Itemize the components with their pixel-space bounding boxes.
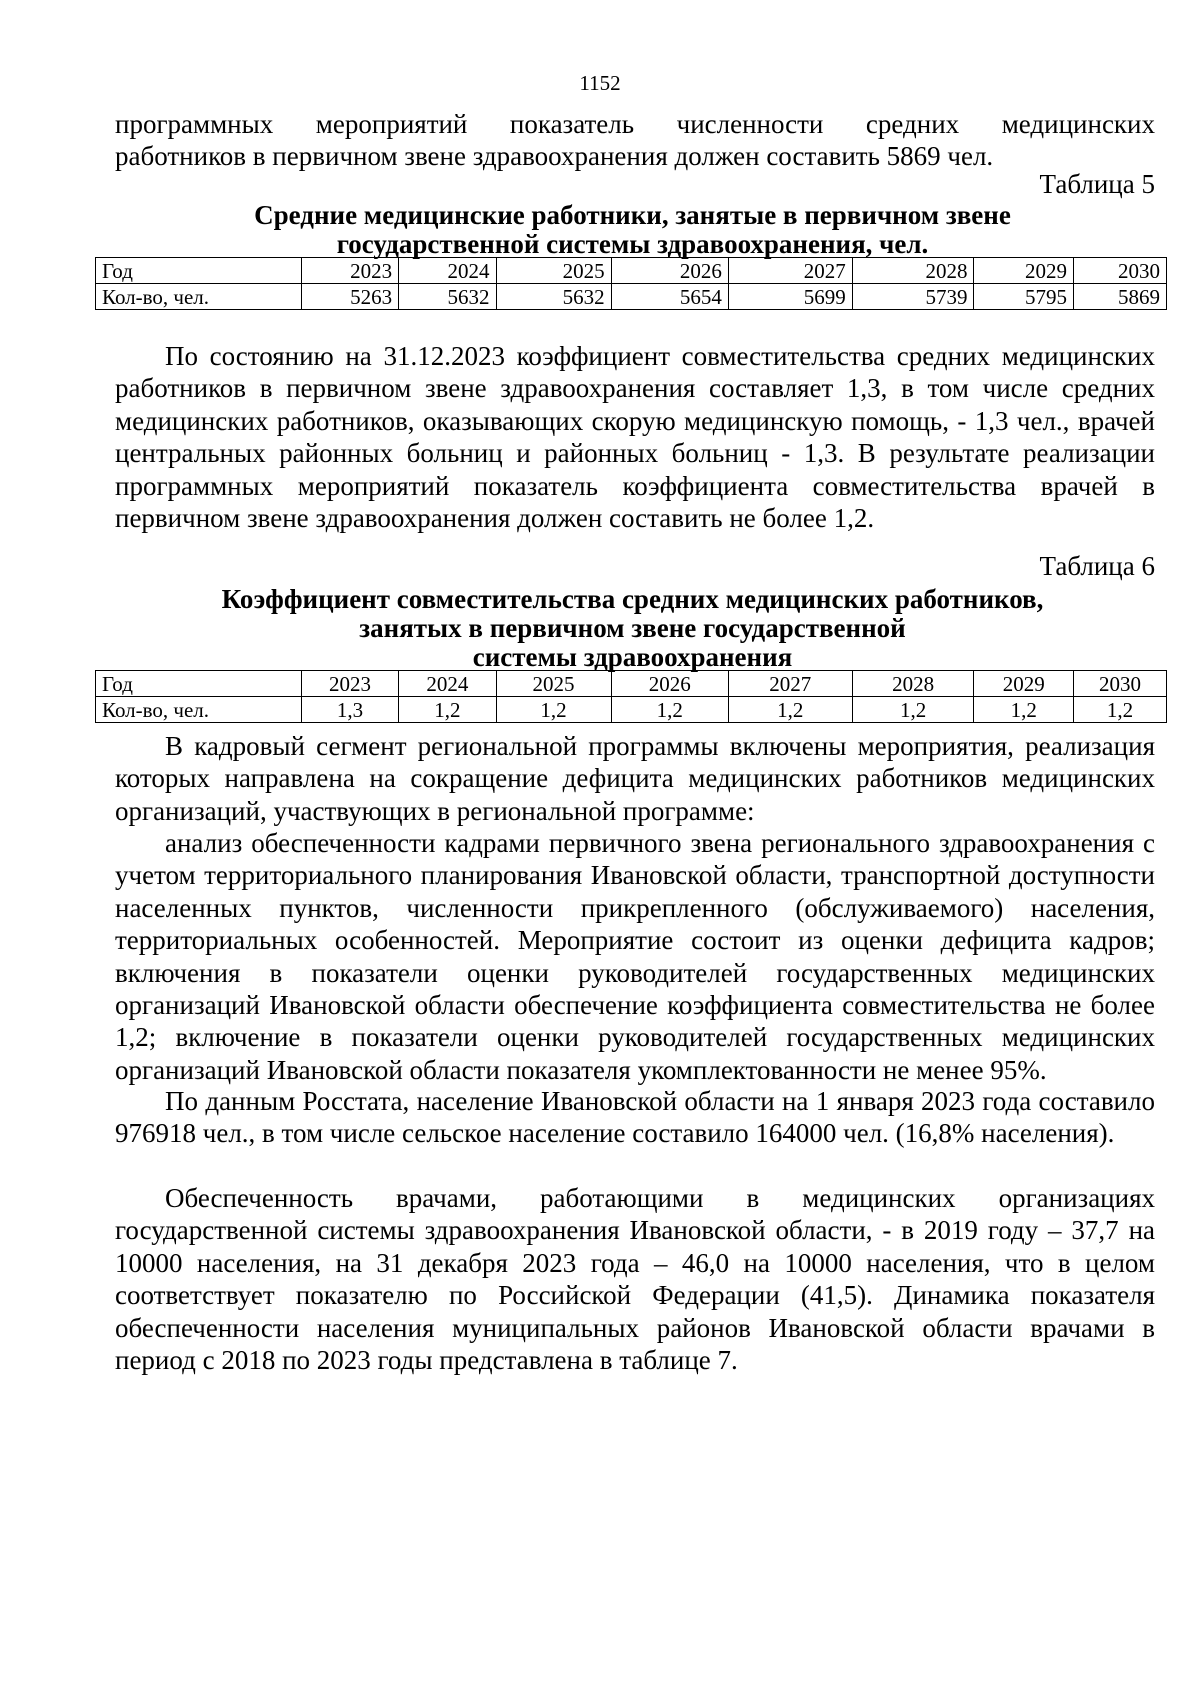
table5-value: 5263 xyxy=(301,284,398,310)
table5-caption: Таблица 5 xyxy=(1039,169,1155,199)
table5-header-row xyxy=(96,258,1167,284)
page-number: 1152 xyxy=(579,71,621,95)
table6-title-line-2: занятых в первичном звене государственной xyxy=(359,613,906,643)
table5-year: 2025 xyxy=(496,258,611,284)
table5-year: 2027 xyxy=(728,258,852,284)
table6-year: 2027 xyxy=(728,671,852,697)
table6-value: 1,2 xyxy=(1074,697,1167,723)
table6-title-line-3: системы здравоохранения xyxy=(472,642,793,672)
table6-value: 1,2 xyxy=(399,697,496,723)
table6-header-row xyxy=(96,671,1167,697)
table5-value: 5632 xyxy=(399,284,496,310)
table6-caption: Таблица 6 xyxy=(1039,551,1155,581)
table5-value: 5654 xyxy=(611,284,728,310)
table5-year: 2028 xyxy=(852,258,974,284)
paragraph-analysis: анализ обеспеченности кадрами первичного звена регионального здравоохранения с учетом территориального планирования Ивановской области, транспортной доступности населенных пунктов, численности прикрепленного (обслуживаемого) населения, территориальных особенностей. Мероприятие состоит из оценки дефицита кадров; включения в показатели оценки руководителей государственных медицинских организаций Ивановской области обеспечение коэффициента совместительства не более 1,2; включение в показатели оценки руководителей государственных медицинских организаций Ивановской области показателя укомплектованности не менее 95%. xyxy=(115,828,1155,1085)
table5-value: 5795 xyxy=(974,284,1074,310)
table6-header-label: Год xyxy=(96,671,302,697)
table6-value: 1,2 xyxy=(728,697,852,723)
table5-year: 2023 xyxy=(301,258,398,284)
table5 xyxy=(95,257,1167,310)
table6-value: 1,2 xyxy=(974,697,1074,723)
table5-value: 5699 xyxy=(728,284,852,310)
table5-value: 5739 xyxy=(852,284,974,310)
paragraph-rosstat: По данным Росстата, население Ивановской области на 1 января 2023 года составило 976918 чел., в том числе сельское население составило 164000 чел. (16,8% населения). xyxy=(115,1086,1155,1149)
paragraph-segment: В кадровый сегмент региональной программы включены мероприятия, реализация которых направлена на сокращение дефицита медицинских работников медицинских организаций, участвующих в региональной программе: xyxy=(115,731,1155,826)
table5-year: 2030 xyxy=(1074,258,1167,284)
table5-year: 2026 xyxy=(611,258,728,284)
table6-value-row xyxy=(96,697,1167,723)
table6-year: 2024 xyxy=(399,671,496,697)
table6-year: 2026 xyxy=(611,671,728,697)
paragraph-provision: Обеспеченность врачами, работающими в медицинских организациях государственной системы здравоохранения Ивановской области, - в 2019 году – 37,7 на 10000 населения, на 31 декабря 2023 года – 46,0 на 10000 населения, что в целом соответствует показателю по Российской Федерации (41,5). Динамика показателя обеспеченности населения муниципальных районов Ивановской области врачами в период с 2018 по 2023 годы представлена в таблице 7. xyxy=(115,1183,1155,1376)
table5-value: 5632 xyxy=(496,284,611,310)
table6-title-line-1: Коэффициент совместительства средних медицинских работников, xyxy=(221,584,1044,614)
table6-value: 1,2 xyxy=(611,697,728,723)
table5-year: 2024 xyxy=(399,258,496,284)
table6-value: 1,2 xyxy=(852,697,974,723)
table6-value: 1,2 xyxy=(496,697,611,723)
paragraph-coefficient: По состоянию на 31.12.2023 коэффициент совместительства средних медицинских работников в первичном звене здравоохранения составляет 1,3, в том числе средних медицинских работников, оказывающих скорую медицинскую помощь, - 1,3 чел., врачей центральных районных больниц и районных больниц - 1,3. В результате реализации программных мероприятий показатель коэффициента совместительства врачей в первичном звене здравоохранения должен составить не более 1,2. xyxy=(115,341,1155,534)
table6-row-label: Кол-во, чел. xyxy=(96,697,302,723)
table5-value: 5869 xyxy=(1074,284,1167,310)
intro-line-2: работников в первичном звене здравоохранения должен составить 5869 чел. xyxy=(115,141,994,171)
table5-title-line-1: Средние медицинские работники, занятые в первичном звене xyxy=(254,200,1011,230)
table6-value: 1,3 xyxy=(301,697,398,723)
table5-title-line-2: государственной системы здравоохранения, чел. xyxy=(336,229,929,259)
table6-year: 2030 xyxy=(1074,671,1167,697)
table5-year: 2029 xyxy=(974,258,1074,284)
table6-year: 2023 xyxy=(301,671,398,697)
table5-value-row xyxy=(96,284,1167,310)
table6-year: 2028 xyxy=(852,671,974,697)
table5-header-label: Год xyxy=(96,258,302,284)
table6 xyxy=(95,670,1167,723)
intro-line-1: программных мероприятий показатель численности средних медицинских xyxy=(115,109,1155,139)
table6-year: 2025 xyxy=(496,671,611,697)
table6-year: 2029 xyxy=(974,671,1074,697)
table5-row-label: Кол-во, чел. xyxy=(96,284,302,310)
